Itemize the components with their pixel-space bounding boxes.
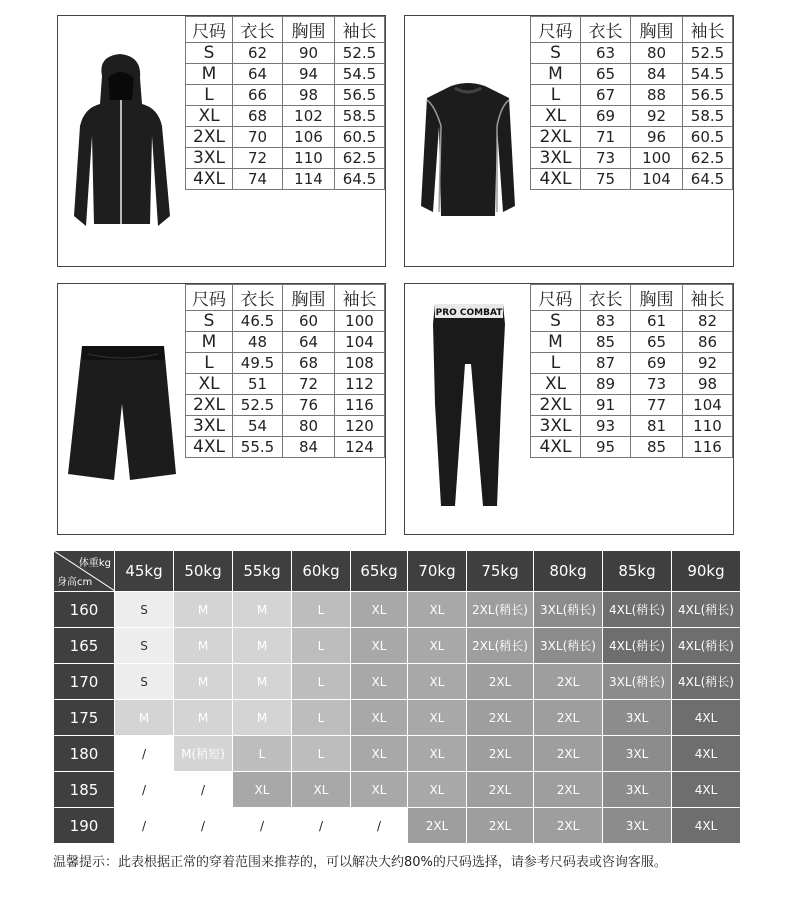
sleeve-cell: 54.5	[683, 64, 733, 85]
size-table-body	[531, 311, 733, 458]
recommended-size-cell: 3XL(稍长)	[603, 664, 672, 700]
sleeve-cell: 64.5	[335, 169, 385, 190]
chest-cell: 84	[631, 64, 683, 85]
header-length: 衣长	[233, 285, 283, 311]
sleeve-cell: 60.5	[335, 127, 385, 148]
length-cell: 48	[233, 332, 283, 353]
recommended-size-cell: 3XL	[603, 808, 672, 844]
size-table-header-row	[531, 285, 733, 311]
header-sleeve: 袖长	[335, 17, 385, 43]
size-table-body	[186, 43, 385, 190]
recommended-size-cell: S	[115, 664, 174, 700]
length-cell: 62	[233, 43, 283, 64]
chest-cell: 94	[283, 64, 335, 85]
recommended-size-cell: 2XL	[534, 736, 603, 772]
height-axis-label: 身高cm	[57, 577, 93, 588]
corner-cell	[54, 551, 115, 592]
recommended-size-cell: /	[233, 808, 292, 844]
recommended-size-cell: 4XL	[672, 700, 741, 736]
chest-cell: 69	[631, 353, 683, 374]
weight-axis-label: 体重kg	[78, 558, 111, 569]
size-table-row	[186, 395, 385, 416]
chest-cell: 84	[283, 437, 335, 458]
size-panel-hoodie	[57, 15, 386, 267]
size-table-row	[186, 332, 385, 353]
header-sleeve: 袖长	[683, 17, 733, 43]
sleeve-cell: 98	[683, 374, 733, 395]
sleeve-cell: 92	[683, 353, 733, 374]
chest-cell: 90	[283, 43, 335, 64]
length-cell: 87	[581, 353, 631, 374]
recommended-size-cell: XL	[408, 628, 467, 664]
length-cell: 70	[233, 127, 283, 148]
chest-cell: 80	[283, 416, 335, 437]
size-cell: 2XL	[531, 395, 581, 416]
recommended-size-cell: 2XL	[467, 808, 534, 844]
recommended-size-cell: M	[233, 700, 292, 736]
height-row	[54, 772, 741, 808]
length-cell: 91	[581, 395, 631, 416]
length-cell: 69	[581, 106, 631, 127]
chest-cell: 104	[631, 169, 683, 190]
size-table-row	[531, 148, 733, 169]
height-row	[54, 700, 741, 736]
size-table-row	[531, 353, 733, 374]
recommended-size-cell: XL	[408, 772, 467, 808]
length-cell: 64	[233, 64, 283, 85]
size-table-row	[186, 106, 385, 127]
size-table-header-row	[186, 17, 385, 43]
length-cell: 71	[581, 127, 631, 148]
height-row	[54, 736, 741, 772]
size-cell: L	[186, 85, 233, 106]
size-cell: L	[531, 353, 581, 374]
size-table-row	[186, 437, 385, 458]
recommended-size-cell: XL	[292, 772, 351, 808]
length-cell: 93	[581, 416, 631, 437]
size-cell: 4XL	[186, 437, 233, 458]
height-label: 165	[54, 628, 115, 664]
size-table-shirt	[530, 16, 733, 190]
weight-header: 70kg	[408, 551, 467, 592]
header-length: 衣长	[581, 285, 631, 311]
recommended-size-cell: 3XL(稍长)	[534, 592, 603, 628]
weight-header-row	[54, 551, 741, 592]
sleeve-cell: 52.5	[683, 43, 733, 64]
sleeve-cell: 104	[683, 395, 733, 416]
header-sleeve: 袖长	[683, 285, 733, 311]
size-cell: XL	[186, 106, 233, 127]
chest-cell: 77	[631, 395, 683, 416]
recommended-size-cell: 3XL	[603, 700, 672, 736]
recommended-size-cell: 4XL(稍长)	[672, 664, 741, 700]
size-cell: M	[186, 332, 233, 353]
size-cell: S	[186, 311, 233, 332]
sleeve-cell: 54.5	[335, 64, 385, 85]
recommended-size-cell: M	[174, 628, 233, 664]
chest-cell: 92	[631, 106, 683, 127]
recommended-size-cell: XL	[408, 736, 467, 772]
height-row	[54, 628, 741, 664]
recommended-size-cell: 4XL	[672, 808, 741, 844]
recommended-size-cell: XL	[351, 700, 408, 736]
length-cell: 73	[581, 148, 631, 169]
size-cell: M	[531, 332, 581, 353]
size-cell: 4XL	[531, 169, 581, 190]
recommended-size-cell: S	[115, 628, 174, 664]
length-cell: 66	[233, 85, 283, 106]
chest-cell: 68	[283, 353, 335, 374]
sleeve-cell: 110	[683, 416, 733, 437]
length-cell: 52.5	[233, 395, 283, 416]
sleeve-cell: 58.5	[335, 106, 385, 127]
header-chest: 胸围	[631, 17, 683, 43]
size-table-row	[531, 374, 733, 395]
size-table-header-row	[186, 285, 385, 311]
height-label: 175	[54, 700, 115, 736]
size-cell: 4XL	[186, 169, 233, 190]
sleeve-cell: 56.5	[683, 85, 733, 106]
sleeve-cell: 62.5	[683, 148, 733, 169]
recommended-size-cell: XL	[351, 628, 408, 664]
header-chest: 胸围	[631, 285, 683, 311]
sleeve-cell: 112	[335, 374, 385, 395]
length-cell: 72	[233, 148, 283, 169]
size-cell: XL	[531, 374, 581, 395]
length-cell: 63	[581, 43, 631, 64]
size-table-row	[186, 148, 385, 169]
size-table-row	[531, 332, 733, 353]
length-cell: 85	[581, 332, 631, 353]
length-cell: 46.5	[233, 311, 283, 332]
recommended-size-cell: /	[115, 808, 174, 844]
length-cell: 74	[233, 169, 283, 190]
size-table-body	[186, 311, 385, 458]
recommended-size-cell: M	[233, 664, 292, 700]
recommended-size-cell: 2XL	[534, 772, 603, 808]
recommended-size-cell: XL	[408, 700, 467, 736]
weight-header: 65kg	[351, 551, 408, 592]
header-length: 衣长	[581, 17, 631, 43]
recommended-size-cell: M	[233, 628, 292, 664]
size-table-row	[186, 169, 385, 190]
hoodie-image	[58, 16, 186, 266]
size-table-row	[186, 127, 385, 148]
sleeve-cell: 100	[335, 311, 385, 332]
sleeve-cell: 124	[335, 437, 385, 458]
recommended-size-cell: L	[292, 736, 351, 772]
header-length: 衣长	[233, 17, 283, 43]
size-table-row	[186, 311, 385, 332]
size-cell: 2XL	[186, 395, 233, 416]
size-table-row	[531, 311, 733, 332]
recommended-size-cell: 2XL	[534, 700, 603, 736]
size-cell: 3XL	[531, 148, 581, 169]
recommended-size-cell: XL	[408, 592, 467, 628]
height-label: 185	[54, 772, 115, 808]
recommended-size-cell: M	[174, 664, 233, 700]
sleeve-cell: 86	[683, 332, 733, 353]
recommended-size-cell: 2XL	[467, 700, 534, 736]
recommended-size-cell: 4XL(稍长)	[603, 592, 672, 628]
height-label: 170	[54, 664, 115, 700]
weight-header: 80kg	[534, 551, 603, 592]
height-row	[54, 592, 741, 628]
recommended-size-cell: 4XL	[672, 772, 741, 808]
recommended-size-cell: 4XL(稍长)	[672, 628, 741, 664]
size-table-row	[186, 416, 385, 437]
recommended-size-cell: M	[115, 700, 174, 736]
header-chest: 胸围	[283, 17, 335, 43]
chest-cell: 80	[631, 43, 683, 64]
length-cell: 51	[233, 374, 283, 395]
size-table-row	[531, 437, 733, 458]
size-recommendation-table	[53, 550, 741, 844]
sleeve-cell: 56.5	[335, 85, 385, 106]
recommended-size-cell: /	[351, 808, 408, 844]
sleeve-cell: 104	[335, 332, 385, 353]
recommended-size-cell: 2XL	[467, 736, 534, 772]
recommended-size-cell: 2XL	[467, 772, 534, 808]
recommended-size-cell: 3XL	[603, 772, 672, 808]
weight-header: 45kg	[115, 551, 174, 592]
chest-cell: 88	[631, 85, 683, 106]
size-cell: 3XL	[531, 416, 581, 437]
weight-header: 55kg	[233, 551, 292, 592]
size-cell: L	[186, 353, 233, 374]
recommended-size-cell: M(稍短)	[174, 736, 233, 772]
chest-cell: 85	[631, 437, 683, 458]
recommended-size-cell: /	[292, 808, 351, 844]
shirt-image	[405, 16, 531, 266]
recommended-size-cell: 3XL	[603, 736, 672, 772]
recommended-size-cell: XL	[351, 736, 408, 772]
recommended-size-cell: /	[115, 736, 174, 772]
recommended-size-cell: 2XL	[408, 808, 467, 844]
size-table-hoodie	[185, 16, 385, 190]
sleeve-cell: 58.5	[683, 106, 733, 127]
waistband-text: PRO COMBAT	[435, 308, 503, 318]
length-cell: 83	[581, 311, 631, 332]
recommended-size-cell: L	[292, 664, 351, 700]
weight-header: 85kg	[603, 551, 672, 592]
size-table-row	[531, 43, 733, 64]
size-table-row	[531, 395, 733, 416]
recommended-size-cell: 4XL(稍长)	[672, 592, 741, 628]
height-label: 160	[54, 592, 115, 628]
weight-header: 50kg	[174, 551, 233, 592]
size-table-row	[531, 169, 733, 190]
sleeve-cell: 116	[335, 395, 385, 416]
recommended-size-cell: L	[292, 592, 351, 628]
size-cell: 2XL	[531, 127, 581, 148]
recommended-size-cell: 3XL(稍长)	[534, 628, 603, 664]
length-cell: 55.5	[233, 437, 283, 458]
shorts-image	[58, 284, 186, 534]
recommendation-body	[54, 592, 741, 844]
size-cell: M	[186, 64, 233, 85]
recommended-size-cell: XL	[233, 772, 292, 808]
recommended-size-cell: 4XL(稍长)	[603, 628, 672, 664]
length-cell: 89	[581, 374, 631, 395]
recommended-size-cell: 2XL(稍长)	[467, 592, 534, 628]
header-size: 尺码	[531, 17, 581, 43]
sleeve-cell: 64.5	[683, 169, 733, 190]
height-label: 190	[54, 808, 115, 844]
chest-cell: 61	[631, 311, 683, 332]
size-cell: L	[531, 85, 581, 106]
chest-cell: 65	[631, 332, 683, 353]
chest-cell: 76	[283, 395, 335, 416]
recommended-size-cell: M	[174, 592, 233, 628]
chest-cell: 106	[283, 127, 335, 148]
recommended-size-cell: 2XL	[467, 664, 534, 700]
size-table-row	[531, 64, 733, 85]
height-row	[54, 664, 741, 700]
weight-header: 75kg	[467, 551, 534, 592]
size-cell: S	[531, 43, 581, 64]
header-chest: 胸围	[283, 285, 335, 311]
length-cell: 49.5	[233, 353, 283, 374]
recommended-size-cell: XL	[408, 664, 467, 700]
sleeve-cell: 116	[683, 437, 733, 458]
size-table-row	[531, 127, 733, 148]
length-cell: 95	[581, 437, 631, 458]
recommended-size-cell: 2XL(稍长)	[467, 628, 534, 664]
recommended-size-cell: M	[233, 592, 292, 628]
sleeve-cell: 60.5	[683, 127, 733, 148]
sleeve-cell: 52.5	[335, 43, 385, 64]
size-table-row	[186, 43, 385, 64]
size-cell: 3XL	[186, 148, 233, 169]
header-size: 尺码	[186, 285, 233, 311]
header-sleeve: 袖长	[335, 285, 385, 311]
size-panel-shorts	[57, 283, 386, 535]
recommended-size-cell: 2XL	[534, 808, 603, 844]
recommended-size-cell: /	[174, 772, 233, 808]
length-cell: 67	[581, 85, 631, 106]
sleeve-cell: 120	[335, 416, 385, 437]
size-table-row	[531, 416, 733, 437]
chest-cell: 96	[631, 127, 683, 148]
recommended-size-cell: /	[115, 772, 174, 808]
weight-header: 90kg	[672, 551, 741, 592]
height-row	[54, 808, 741, 844]
recommended-size-cell: /	[174, 808, 233, 844]
size-cell: 3XL	[186, 416, 233, 437]
size-table-body	[531, 43, 733, 190]
header-size: 尺码	[531, 285, 581, 311]
size-table-shorts	[185, 284, 385, 458]
tights-image	[405, 284, 531, 534]
size-table-row	[186, 64, 385, 85]
size-cell: XL	[186, 374, 233, 395]
size-cell: XL	[531, 106, 581, 127]
chest-cell: 60	[283, 311, 335, 332]
recommended-size-cell: 2XL	[534, 664, 603, 700]
length-cell: 65	[581, 64, 631, 85]
chest-cell: 100	[631, 148, 683, 169]
height-label: 180	[54, 736, 115, 772]
recommended-size-cell: XL	[351, 664, 408, 700]
size-cell: 4XL	[531, 437, 581, 458]
recommended-size-cell: XL	[351, 592, 408, 628]
recommended-size-cell: XL	[351, 772, 408, 808]
recommended-size-cell: 4XL	[672, 736, 741, 772]
size-table-row	[186, 353, 385, 374]
recommended-size-cell: L	[292, 628, 351, 664]
size-cell: S	[531, 311, 581, 332]
chest-cell: 81	[631, 416, 683, 437]
footer-note: 温馨提示：此表根据正常的穿着范围来推荐的，可以解决大约80%的尺码选择，请参考尺码表或咨询客服。	[53, 855, 667, 870]
size-table-row	[531, 85, 733, 106]
size-table-header-row	[531, 17, 733, 43]
size-table-row	[186, 85, 385, 106]
size-panel-shirt	[404, 15, 734, 267]
length-cell: 68	[233, 106, 283, 127]
chest-cell: 64	[283, 332, 335, 353]
length-cell: 75	[581, 169, 631, 190]
header-size: 尺码	[186, 17, 233, 43]
chest-cell: 72	[283, 374, 335, 395]
size-table-row	[186, 374, 385, 395]
recommended-size-cell: S	[115, 592, 174, 628]
size-table-row	[531, 106, 733, 127]
chest-cell: 98	[283, 85, 335, 106]
weight-header: 60kg	[292, 551, 351, 592]
sleeve-cell: 82	[683, 311, 733, 332]
sleeve-cell: 62.5	[335, 148, 385, 169]
size-cell: 2XL	[186, 127, 233, 148]
size-panel-tights	[404, 283, 734, 535]
chest-cell: 110	[283, 148, 335, 169]
chest-cell: 73	[631, 374, 683, 395]
recommended-size-cell: L	[292, 700, 351, 736]
recommended-size-cell: L	[233, 736, 292, 772]
sleeve-cell: 108	[335, 353, 385, 374]
size-cell: M	[531, 64, 581, 85]
chest-cell: 102	[283, 106, 335, 127]
recommended-size-cell: M	[174, 700, 233, 736]
chest-cell: 114	[283, 169, 335, 190]
size-cell: S	[186, 43, 233, 64]
size-table-tights	[530, 284, 733, 458]
length-cell: 54	[233, 416, 283, 437]
